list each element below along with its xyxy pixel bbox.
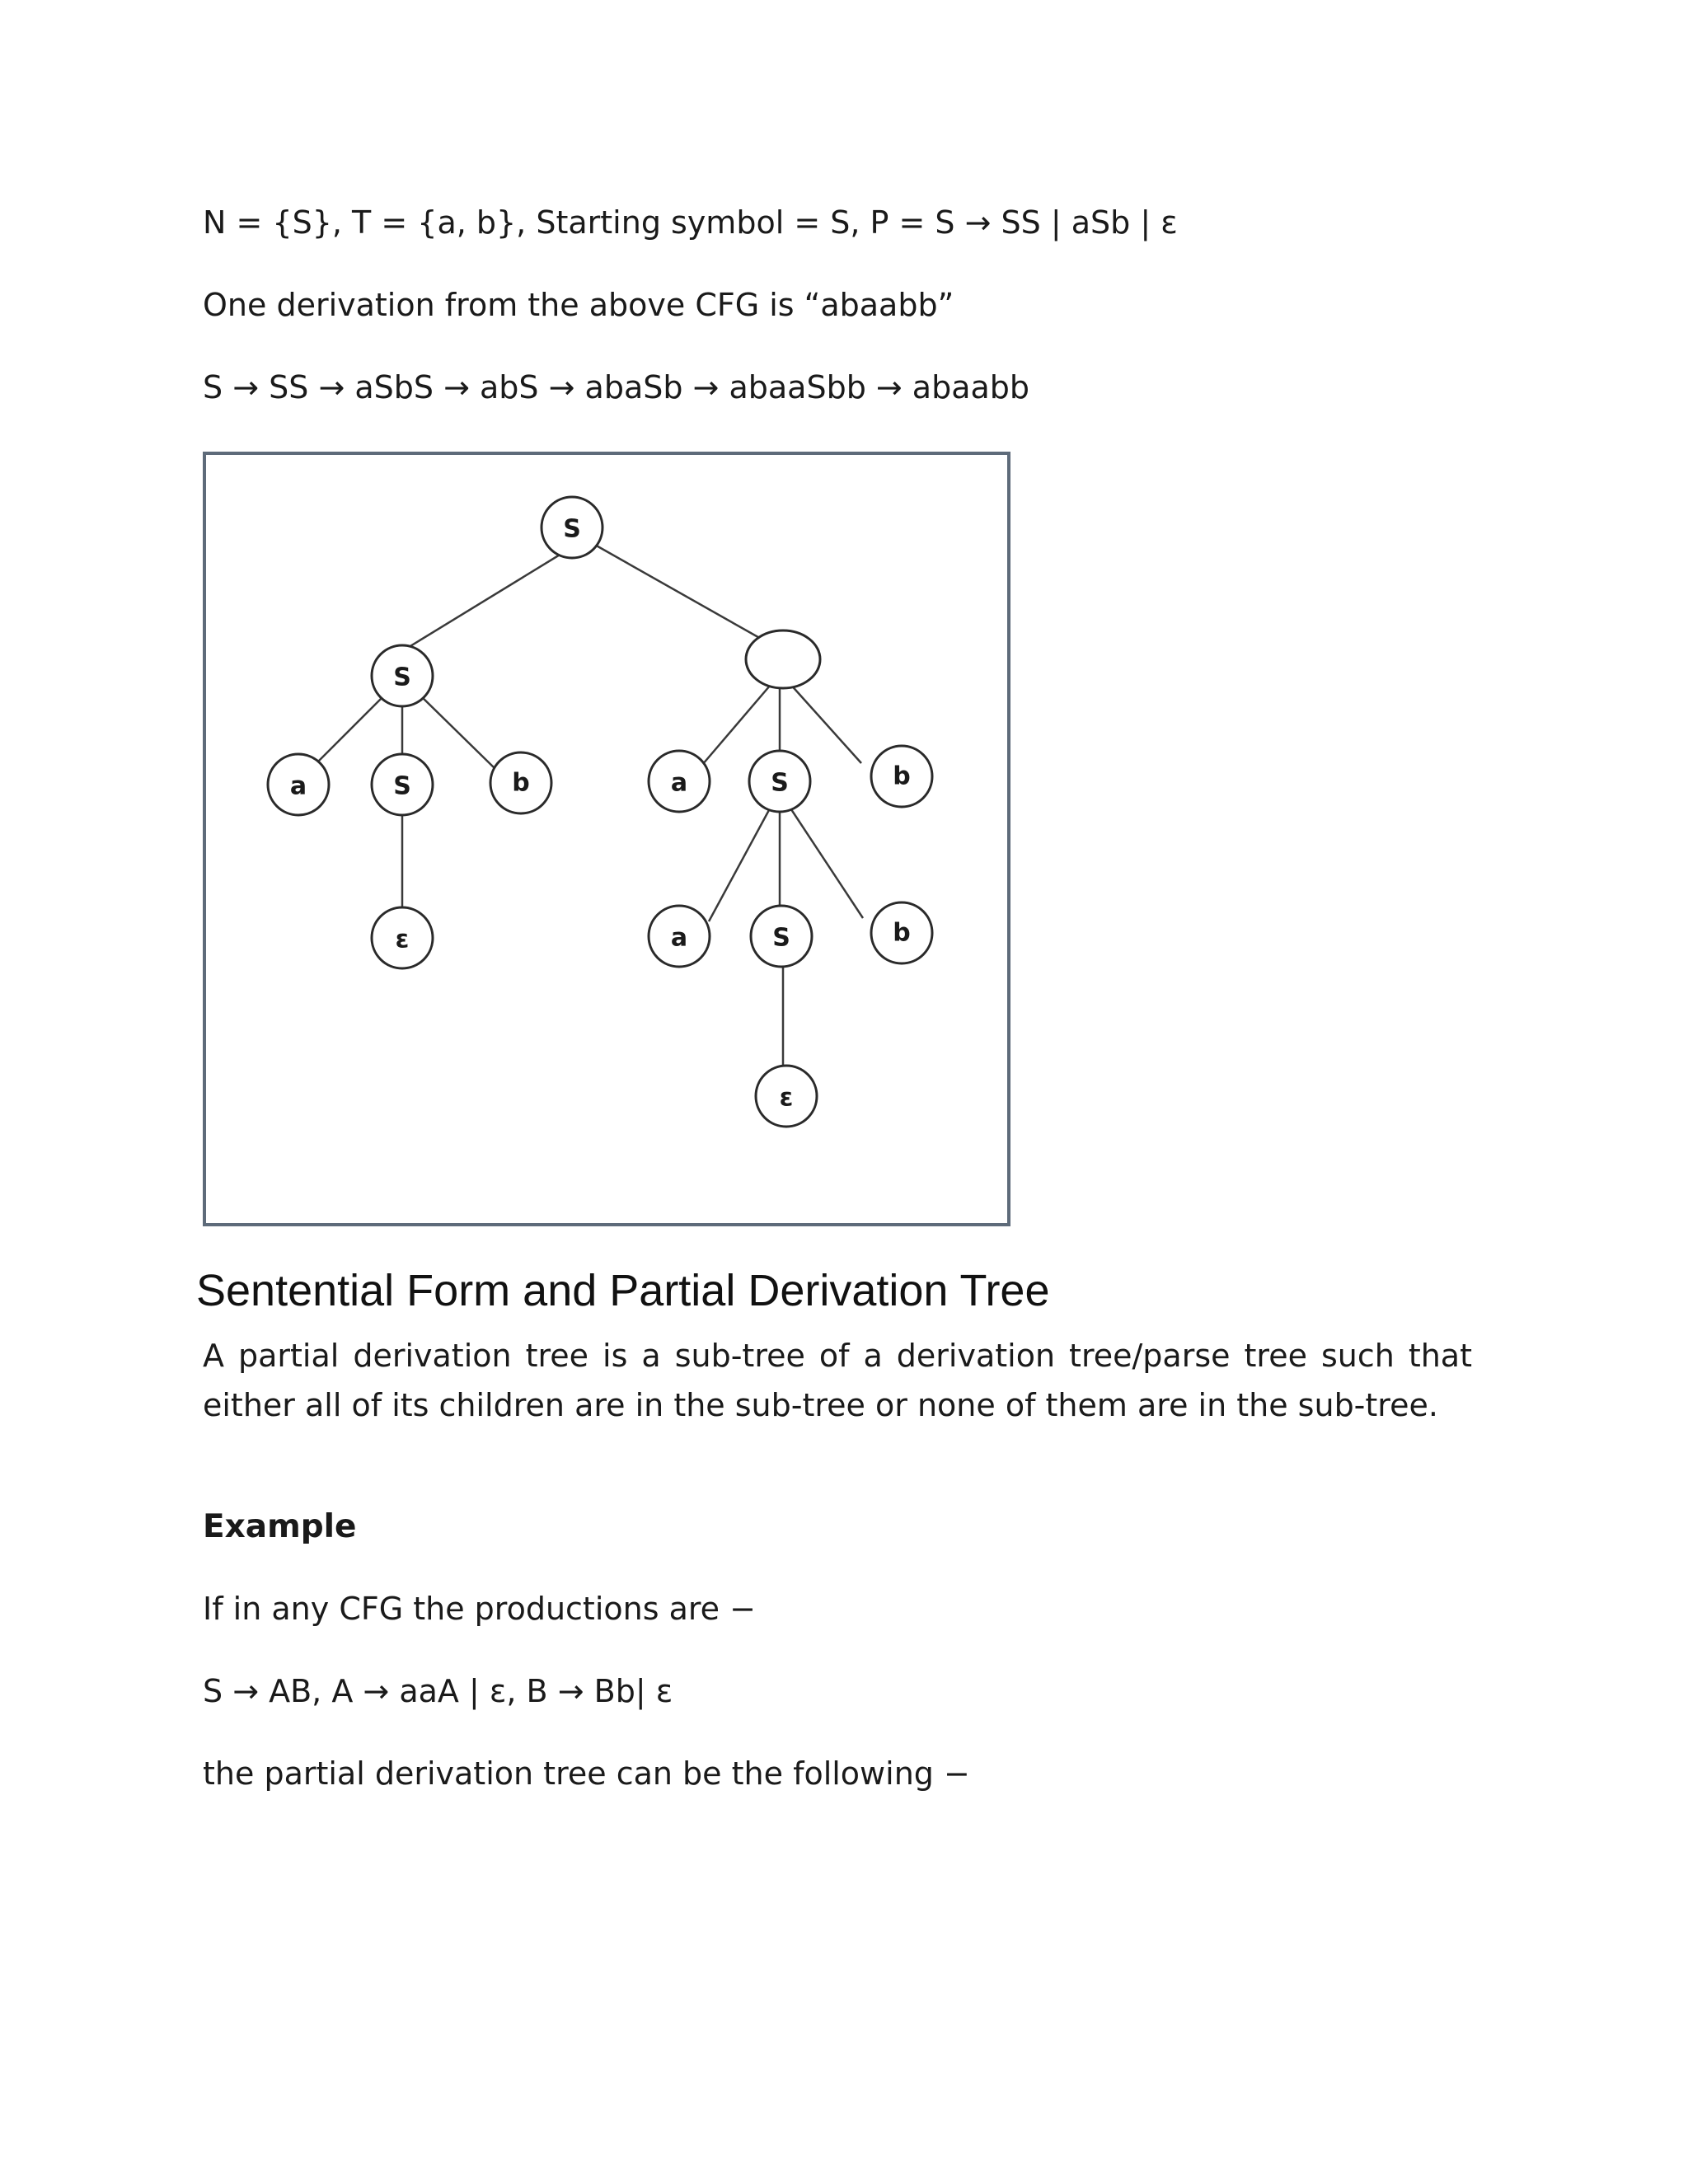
tree-node-left-epsilon [372, 907, 433, 968]
tree-node-left-inner-s [372, 754, 433, 815]
edge-rs-b [785, 799, 863, 918]
tree-node-left-a [268, 754, 329, 815]
svg-text:S: S [393, 771, 411, 801]
tree-node-right-blank [746, 630, 820, 688]
example-intro: If in any CFG the productions are − [203, 1591, 756, 1627]
tree-node-right-a [649, 751, 710, 812]
tree-node-inner-b [871, 902, 932, 963]
grammar-definition: N = {S}, T = {a, b}, Starting symbol = S, P = S → SS | aSb | ε [203, 204, 1178, 241]
tree-node-inner-a [649, 906, 710, 967]
svg-text:S: S [563, 514, 581, 544]
derivation-tree-diagram [206, 455, 1007, 1223]
tree-node-inner-epsilon [756, 1066, 817, 1127]
tree-node-root [542, 497, 603, 558]
tree-node-right-s [749, 751, 810, 812]
definition-paragraph: A partial derivation tree is a sub-tree of a derivation tree/parse tree such that either all of its children are in the sub-tree or none of them are in the sub-tree. [203, 1338, 1472, 1423]
example-heading: Example [203, 1508, 357, 1545]
edge-root-left [402, 547, 572, 651]
derivation-intro: One derivation from the above CFG is “abaabb” [203, 287, 954, 323]
tree-node-inner-s [751, 906, 812, 967]
svg-text:S: S [771, 768, 789, 798]
closing-text: the partial derivation tree can be the following − [203, 1755, 970, 1792]
tree-node-left-s [372, 645, 433, 706]
derivation-steps: S → SS → aSbS → abS → abaSb → abaaSbb → abaabb [203, 369, 1030, 405]
edge-rs-a [709, 799, 775, 921]
derivation-tree-figure [203, 452, 1010, 1226]
tree-node-left-b [490, 752, 551, 813]
svg-text:ε: ε [395, 925, 410, 954]
edge-rblank-a [702, 674, 780, 765]
svg-text:a: a [289, 771, 307, 801]
svg-text:S: S [393, 663, 411, 692]
edge-lefts-b [417, 692, 496, 770]
svg-text:a: a [670, 923, 688, 953]
example-productions: S → AB, A → aaA | ε, B → Bb| ε [203, 1673, 673, 1709]
svg-text:b: b [893, 762, 911, 791]
svg-text:b: b [512, 768, 530, 798]
section-heading: Sentential Form and Partial Derivation Tree [196, 1266, 1050, 1315]
tree-node-right-b [871, 746, 932, 807]
svg-text:ε: ε [779, 1083, 794, 1113]
edge-root-right [593, 544, 762, 640]
svg-text:b: b [893, 918, 911, 948]
svg-text:a: a [670, 768, 688, 798]
edge-lefts-a [308, 692, 387, 771]
svg-text:S: S [772, 923, 790, 953]
